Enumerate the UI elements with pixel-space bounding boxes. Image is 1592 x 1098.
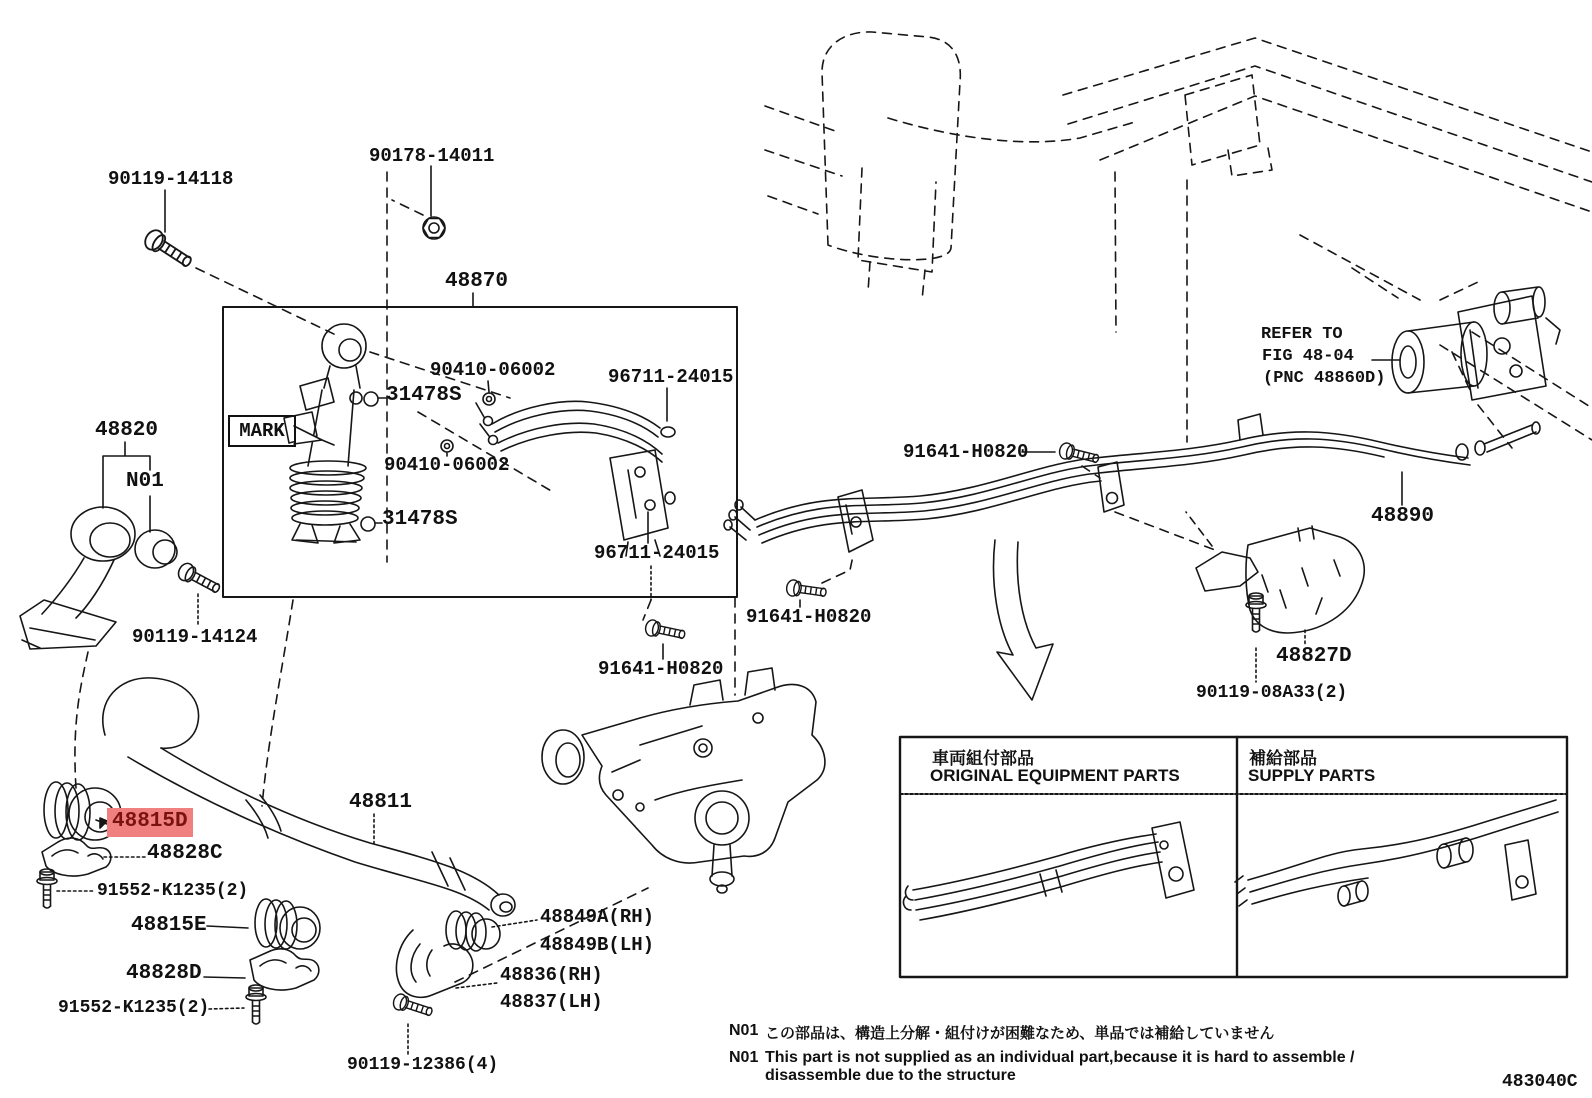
part-label-48837[interactable]: 48837(LH) — [500, 991, 603, 1013]
lower-arm-art — [542, 668, 825, 893]
mark-callout: MARK — [228, 415, 296, 447]
part-label-96711-24015-a[interactable]: 96711-24015 — [608, 366, 734, 388]
table-col1-header-jp: 車両組付部品 — [932, 749, 1034, 768]
table-col1-header-en: ORIGINAL EQUIPMENT PARTS — [930, 766, 1180, 785]
part-label-48890[interactable]: 48890 — [1371, 505, 1435, 528]
part-label-48815d-highlighted[interactable]: 48815D — [107, 808, 193, 837]
part-label-48836[interactable]: 48836(RH) — [500, 964, 603, 986]
chassis-frame-art — [765, 32, 1592, 448]
part-label-91552-k1235-a[interactable]: 91552-K1235(2) — [97, 881, 249, 901]
part-label-48870[interactable]: 48870 — [445, 270, 509, 293]
part-label-31478s-a[interactable]: 31478S — [386, 384, 462, 407]
part-label-48828d[interactable]: 48828D — [126, 962, 202, 985]
footnote2-text: This part is not supplied as an individual part,because it is hard to assemble / — [765, 1049, 1355, 1066]
table-col2-header-jp: 補給部品 — [1249, 749, 1317, 768]
part-label-48820[interactable]: 48820 — [95, 419, 159, 442]
leader-lines-solid — [165, 166, 1402, 978]
part-label-90410-06002-b[interactable]: 90410-06002 — [384, 454, 510, 476]
refer-to-line3: (PNC 48860D) — [1263, 369, 1386, 388]
footnote1-text: この部品は、構造上分解・組付けが困難なため、単品では補給していません — [765, 1025, 1275, 1042]
table-col2-header-en: SUPPLY PARTS — [1248, 766, 1376, 785]
part-label-90119-14124[interactable]: 90119-14124 — [132, 626, 258, 648]
part-label-90410-06002-a[interactable]: 90410-06002 — [430, 359, 556, 381]
refer-to-line2: FIG 48-04 — [1262, 347, 1354, 366]
part-label-31478s-b[interactable]: 31478S — [382, 508, 458, 531]
part-label-91641-h0820-c[interactable]: 91641-H0820 — [598, 658, 724, 680]
skid-plate-art — [1186, 512, 1364, 633]
mark-callout-tail — [294, 426, 334, 445]
table-pointer-arrow — [994, 540, 1053, 700]
note-ref-n01: N01 — [126, 470, 164, 493]
part-label-90119-14118[interactable]: 90119-14118 — [108, 168, 234, 190]
part-label-48849a[interactable]: 48849A(RH) — [540, 906, 655, 928]
pipe-assembly-art — [724, 414, 1540, 552]
part-label-48828c[interactable]: 48828C — [147, 842, 223, 865]
part-label-90178-14011[interactable]: 90178-14011 — [369, 145, 495, 167]
part-label-48827d[interactable]: 48827D — [1276, 645, 1352, 668]
part-label-48815e[interactable]: 48815E — [131, 914, 207, 937]
part-label-48811[interactable]: 48811 — [349, 791, 413, 814]
accumulator-art — [1392, 287, 1560, 400]
footnote1-tag: N01 — [729, 1022, 759, 1039]
part-label-90119-08a33[interactable]: 90119-08A33(2) — [1196, 683, 1348, 703]
part-label-96711-24015-b[interactable]: 96711-24015 — [594, 542, 720, 564]
footnote3-text: disassemble due to the structure — [765, 1067, 1016, 1084]
footnote2-tag: N01 — [729, 1049, 759, 1066]
part-label-91641-h0820-b[interactable]: 91641-H0820 — [746, 606, 872, 628]
part-label-91552-k1235-b[interactable]: 91552-K1235(2) — [58, 998, 210, 1018]
figure-code: 483040C — [1502, 1072, 1578, 1092]
hose-art — [476, 401, 675, 556]
part-label-90119-12386[interactable]: 90119-12386(4) — [347, 1055, 499, 1075]
part-label-48849b[interactable]: 48849B(LH) — [540, 934, 655, 956]
refer-to-line1: REFER TO — [1261, 325, 1343, 344]
fastener-icons — [37, 217, 1266, 1024]
part-label-91641-h0820-a[interactable]: 91641-H0820 — [903, 441, 1029, 463]
